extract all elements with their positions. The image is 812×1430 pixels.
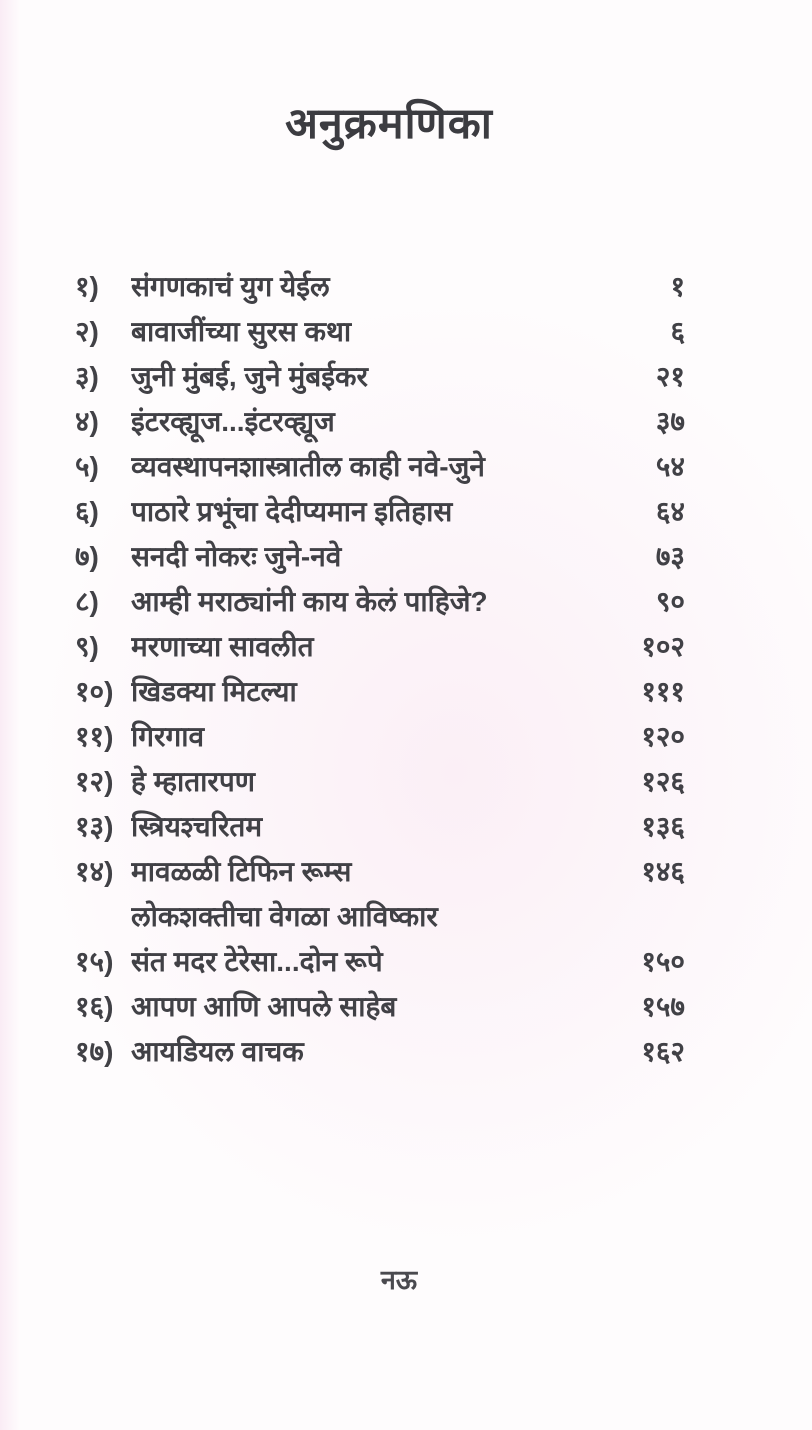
toc-row [75, 264, 685, 309]
toc-entry-page-number: ३७ [655, 406, 685, 437]
toc-entry-title: व्यवस्थापनशास्त्रातील काही नवे-जुने [131, 451, 485, 482]
toc-row [75, 849, 685, 894]
toc-entry-serial: ४) [75, 406, 99, 437]
toc-entry-serial: ११) [75, 721, 114, 752]
toc-entry-title: इंटरव्ह्यूज...इंटरव्ह्यूज [131, 406, 335, 437]
toc-row [75, 309, 685, 354]
toc-entry-title: जुनी मुंबई, जुने मुंबईकर [131, 361, 368, 392]
toc-entry-page-number: १२० [641, 721, 685, 752]
toc-entry-serial: १७) [75, 1036, 114, 1067]
toc-row [75, 534, 685, 579]
toc-entry-page-number: १५७ [641, 991, 685, 1022]
toc-entry-subtitle: लोकशक्तीचा वेगळा आविष्कार [131, 901, 438, 932]
toc-entry-title: गिरगाव [131, 721, 205, 752]
toc-entry-serial: १२) [75, 766, 114, 797]
toc-entry-serial: ९) [75, 631, 99, 662]
toc-entry-page-number: ६४ [655, 496, 685, 527]
toc-row [75, 354, 685, 399]
toc-entry-title: आयडियल वाचक [131, 1036, 304, 1067]
toc-entry-title: सनदी नोकरः जुने-नवे [131, 541, 342, 572]
toc-entry-page-number: १०२ [641, 631, 685, 662]
toc-entry-serial: ७) [75, 541, 99, 572]
toc-entry-serial: १३) [75, 811, 114, 842]
toc-row [75, 444, 685, 489]
toc-entry-page-number: १५० [641, 946, 685, 977]
toc-entry-page-number: १२६ [641, 766, 685, 797]
toc-entry-title: आपण आणि आपले साहेब [131, 991, 397, 1022]
toc-entry-serial: १०) [75, 676, 114, 707]
toc-entry-page-number: ७३ [655, 541, 685, 572]
toc-entry-title: मावळळी टिफिन रूम्स [131, 856, 352, 887]
page-title: अनुक्रमणिका [285, 100, 493, 148]
toc-row [75, 939, 685, 984]
toc-entry-serial: २) [75, 316, 99, 347]
footer-page-number: नऊ [380, 1265, 418, 1295]
toc-entry-page-number: ६ [670, 316, 685, 347]
toc-row [75, 399, 685, 444]
toc-row [75, 804, 685, 849]
toc-entry-page-number: २१ [655, 361, 685, 392]
toc-entry-serial: १) [75, 271, 99, 302]
toc-row [75, 669, 685, 714]
toc-entry-page-number: ५४ [655, 451, 685, 482]
toc-entry-serial: ६) [75, 496, 99, 527]
toc-entry-page-number: १११ [641, 676, 685, 707]
toc-row [75, 489, 685, 534]
toc-entry-serial: ८) [75, 586, 99, 617]
toc-row [75, 624, 685, 669]
toc-entry-title: संगणकाचं युग येईल [131, 271, 330, 302]
toc-row-continuation [75, 894, 685, 939]
toc-entry-page-number: १६२ [641, 1036, 685, 1067]
toc-row [75, 579, 685, 624]
toc-entry-serial: ५) [75, 451, 99, 482]
toc-row [75, 714, 685, 759]
toc-entry-title: पाठारे प्रभूंचा देदीप्यमान इतिहास [131, 496, 453, 527]
toc-entry-page-number: १ [670, 271, 685, 302]
toc-entry-title: संत मदर टेरेसा...दोन रूपे [131, 946, 383, 977]
toc-row [75, 759, 685, 804]
toc-entry-title: मरणाच्या सावलीत [131, 631, 314, 662]
toc-entry-page-number: ९० [655, 586, 685, 617]
toc-row [75, 984, 685, 1029]
toc-entry-title: खिडक्या मिटल्या [131, 676, 297, 707]
toc-entry-page-number: १३६ [641, 811, 685, 842]
toc-entry-title: हे म्हातारपण [131, 766, 256, 797]
toc-entry-serial: १५) [75, 946, 114, 977]
toc-entry-title: स्त्रियश्चरितम [131, 811, 263, 842]
table-of-contents [75, 264, 685, 1074]
toc-entry-serial: ३) [75, 361, 99, 392]
toc-row [75, 1029, 685, 1074]
toc-entry-title: बावाजींच्या सुरस कथा [131, 316, 352, 347]
toc-entry-title: आम्ही मराठ्यांनी काय केलं पाहिजे? [131, 586, 488, 617]
toc-entry-serial: १४) [75, 856, 114, 887]
toc-entry-serial: १६) [75, 991, 114, 1022]
toc-entry-page-number: १४६ [641, 856, 685, 887]
